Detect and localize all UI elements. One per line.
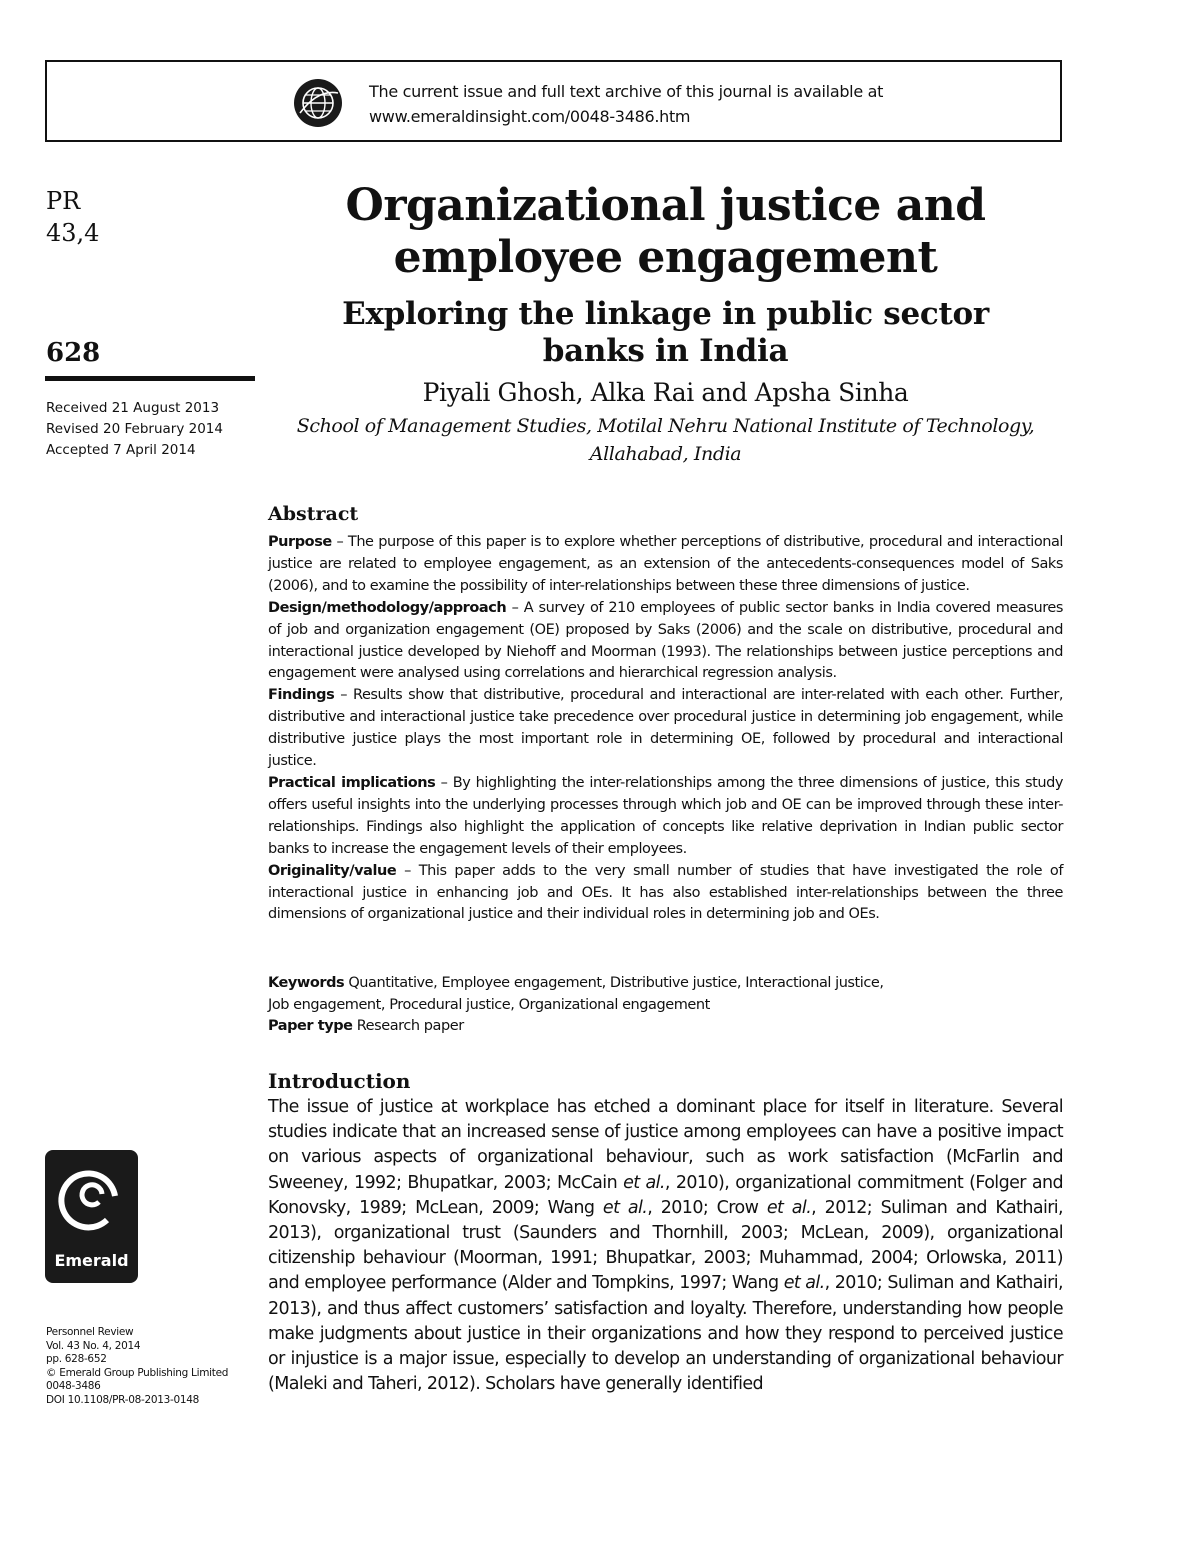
publication-info — [46, 1326, 228, 1408]
emerald-logo-word: Emerald — [54, 1251, 129, 1270]
affiliation-line-2: Allahabad, India — [589, 443, 742, 465]
design-label: Design/methodology/approach — [268, 599, 507, 616]
intro-text: , 2010; Suliman and Kathairi, 2013), and thus affect customers’ satisfaction and loyalty. Therefore, understanding how people make judgments about justice in their organizations and how they respond to perceived justice or injustice is a major issue, especially to develop an understanding of organizational behaviour (Maleki and Taheri, 2012). Scholars have generally identified — [268, 1273, 1063, 1395]
pub-issn: 0048-3486 — [46, 1380, 101, 1393]
title-line-1: Organizational justice and — [345, 180, 986, 231]
volume-issue: 43,4 — [46, 219, 100, 247]
pub-doi: DOI 10.1108/PR-08-2013-0148 — [46, 1393, 200, 1406]
purpose-text: – The purpose of this paper is to explore whether perceptions of distributive, procedural and interactional justice are related to employee engagement, as an extension of the antecedents-consequences model of Saks (2006), and to examine the possibility of inter-relationships between these three dimensions of justice. — [268, 534, 1063, 594]
abstract-heading: Abstract — [268, 503, 359, 525]
keywords — [268, 972, 1063, 1016]
practical-label: Practical implications — [268, 774, 436, 791]
purpose-label: Purpose — [268, 534, 332, 550]
abstract-findings — [268, 685, 1063, 773]
affiliation — [268, 412, 1063, 468]
keywords-text-1: Quantitative, Employee engagement, Distributive justice, Interactional justice, — [344, 975, 884, 991]
archive-url-link[interactable]: www.emeraldinsight.com/0048-3486.htm — [369, 107, 691, 126]
intro-etal: et al. — [602, 1197, 648, 1218]
originality-text: – This paper adds to the very small number of studies that have investigated the role of interactional justice in enhancing job and OEs. It has also established inter-relationships between the three dimensions of organizational justice and their individual roles in determining job and OEs. — [268, 862, 1063, 923]
revised-date: Revised 20 February 2014 — [46, 421, 223, 437]
page-number: 628 — [46, 338, 101, 368]
practical-text: – By highlighting the inter-relationships among the three dimensions of justice, this study offers useful insights into the underlying processes through which job and OE can be improved through these inter-relationships. Findings also highlight the application of concepts like relative deprivation in Indian public sector banks to increase the engagement levels of their employees. — [268, 774, 1063, 857]
globe-icon — [294, 79, 342, 127]
paper-type-label: Paper type — [268, 1018, 353, 1034]
journal-availability-box — [45, 60, 1062, 142]
introduction-paragraph — [268, 1095, 1063, 1397]
archive-notice: The current issue and full text archive of this journal is available at — [369, 82, 884, 101]
journal-code — [46, 185, 99, 249]
article-history — [46, 398, 223, 461]
intro-etal: et al. — [783, 1273, 825, 1294]
authors: Piyali Ghosh, Alka Rai and Apsha Sinha — [422, 378, 909, 407]
paper-type-text: Research paper — [352, 1018, 464, 1034]
intro-text: , 2012; Suliman and Kathairi, 2013), organizational trust (Saunders and Thornhill, 2003; McLean, 2009), organizational citizenship behaviour (Moorman, 1991; Bhupatkar, 2003; Muhammad, 2004; Orlowska, 2011) and employee performance (Alder and Tompkins, 1997; Wang — [268, 1197, 1064, 1294]
abstract-design — [268, 598, 1063, 686]
pub-volume: Vol. 43 No. 4, 2014 — [46, 1339, 141, 1352]
intro-text: , 2010), organizational commitment (Folger and Konovsky, 1989; McLean, 2009; Wang — [268, 1172, 1063, 1218]
originality-label: Originality/value — [268, 862, 397, 879]
abstract-practical — [268, 773, 1063, 861]
findings-text: – Results show that distributive, procedural and interactional are inter-related with each other. Further, distributive and interactional justice take precedence over procedural justice in determining job engagement, while distributive justice plays the most important role in determining OE, followed by procedural and interactional justice. — [268, 687, 1063, 770]
accepted-date: Accepted 7 April 2014 — [46, 442, 196, 458]
received-date: Received 21 August 2013 — [46, 400, 220, 416]
journal-abbrev: PR — [46, 187, 81, 215]
pub-copyright: © Emerald Group Publishing Limited — [46, 1366, 229, 1379]
intro-text: , 2010; Crow — [647, 1197, 767, 1218]
emerald-logo — [45, 1150, 138, 1283]
article-title — [268, 180, 1063, 284]
intro-etal: et al. — [766, 1197, 812, 1218]
abstract-purpose — [268, 532, 1063, 598]
pub-journal: Personnel Review — [46, 1326, 134, 1338]
affiliation-line-1: School of Management Studies, Motilal Nehru National Institute of Technology, — [296, 415, 1035, 437]
findings-label: Findings — [268, 687, 335, 704]
margin-divider — [45, 376, 255, 381]
title-line-2: employee engagement — [393, 232, 938, 283]
intro-etal: et al. — [623, 1172, 665, 1193]
paper-type — [268, 1018, 464, 1034]
introduction-heading: Introduction — [268, 1069, 411, 1093]
subtitle-line-1: Exploring the linkage in public sector — [342, 296, 989, 332]
article-subtitle — [268, 296, 1063, 370]
keywords-line-1 — [268, 972, 1063, 994]
design-text: – A survey of 210 employees of public sector banks in India covered measures of job and organization engagement (OE) proposed by Saks (2006) and the scale on distributive, procedural and interactional justice developed by Niehoff and Moorman (1993). The relationships between justice perceptions and engagement were analysed using correlations and hierarchical regression analysis. — [268, 599, 1063, 682]
keywords-label: Keywords — [268, 975, 345, 991]
keywords-text-2: Job engagement, Procedural justice, Organizational engagement — [268, 997, 710, 1013]
abstract-body — [268, 532, 1063, 926]
abstract-originality — [268, 861, 1063, 927]
intro-text: The issue of justice at workplace has etched a dominant place for itself in literature. Several studies indicate that an increased sense of justice among employees can have a positive impact on various aspects of organizational behaviour, such as work satisfaction (McFarlin and Sweeney, 1992; Bhupatkar, 2003; McCain — [268, 1097, 1063, 1193]
subtitle-line-2: banks in India — [542, 333, 789, 369]
pub-pages: pp. 628-652 — [46, 1353, 107, 1366]
